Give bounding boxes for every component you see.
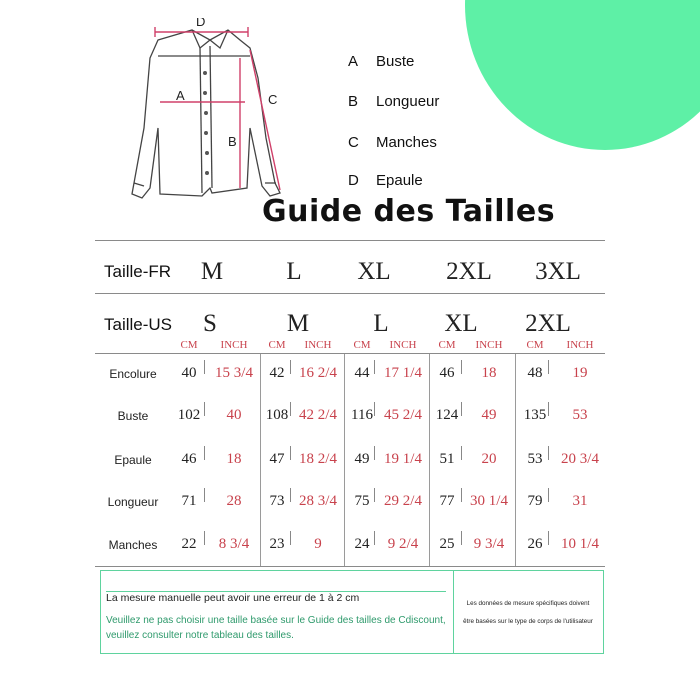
legend-item-a	[348, 53, 414, 70]
cm-value: 51	[439, 451, 455, 467]
inch-value: 9 3/4	[473, 536, 505, 552]
cm-value: 124	[435, 407, 459, 423]
inch-value: 17 1/4	[384, 365, 422, 381]
unit-inch-header: INCH	[304, 339, 332, 351]
cell-tick	[290, 531, 291, 545]
marker-b: B	[228, 134, 237, 149]
inch-value: 18	[226, 451, 242, 467]
note-advice-line2: veuillez consulter notre tableau des tailles.	[106, 630, 294, 641]
size-fr-0: M	[200, 258, 224, 285]
inch-value: 18	[481, 365, 497, 381]
unit-inch-header: INCH	[566, 339, 594, 351]
legend-key: B	[348, 93, 359, 110]
inch-value: 31	[572, 493, 588, 509]
legend-label: Longueur	[376, 93, 440, 110]
inch-value: 9	[314, 536, 322, 552]
divider	[95, 353, 605, 354]
inch-value: 20 3/4	[561, 451, 599, 467]
size-us-1: M	[286, 310, 310, 337]
inch-value: 42 2/4	[299, 407, 337, 423]
cm-value: 40	[181, 365, 197, 381]
cm-value: 22	[181, 536, 197, 552]
marker-c: C	[268, 92, 278, 107]
unit-inch-header: INCH	[220, 339, 248, 351]
note-side-line2: être basées sur le type de corps de l'utilisateur	[463, 618, 593, 625]
cell-tick	[461, 402, 462, 416]
cell-tick	[548, 488, 549, 502]
cm-value: 135	[523, 407, 547, 423]
unit-inch-header: INCH	[389, 339, 417, 351]
cell-tick	[204, 488, 205, 502]
cm-value: 23	[269, 536, 285, 552]
size-us-3: XL	[444, 310, 478, 337]
cm-value: 46	[439, 365, 455, 381]
legend-item-b	[348, 93, 439, 110]
note-error: La mesure manuelle peut avoir une erreur de 1 à 2 cm	[106, 592, 360, 604]
legend-item-d	[348, 172, 423, 189]
cell-tick	[290, 360, 291, 374]
cm-value: 25	[439, 536, 455, 552]
cell-tick	[204, 531, 205, 545]
cm-value: 24	[354, 536, 370, 552]
inch-value: 8 3/4	[218, 536, 250, 552]
inch-value: 28 3/4	[299, 493, 337, 509]
cm-value: 79	[527, 493, 543, 509]
divider	[95, 566, 605, 567]
measurement-label: Manches	[108, 538, 158, 552]
legend-label: Epaule	[376, 172, 423, 189]
cell-tick	[204, 402, 205, 416]
size-row-label-fr: Taille-FR	[104, 262, 172, 281]
cm-value: 49	[354, 451, 370, 467]
inch-value: 20	[481, 451, 497, 467]
inch-value: 45 2/4	[384, 407, 422, 423]
legend-item-c	[348, 134, 437, 151]
cm-value: 26	[527, 536, 543, 552]
size-fr-4: 3XL	[535, 258, 581, 285]
measurement-label: Buste	[117, 409, 149, 423]
cell-tick	[374, 446, 375, 460]
inch-value: 9 2/4	[387, 536, 419, 552]
legend-key: D	[348, 172, 359, 189]
legend-label: Buste	[376, 53, 415, 70]
cm-value: 46	[181, 451, 197, 467]
note-box-main	[100, 570, 454, 654]
cm-value: 42	[269, 365, 285, 381]
inch-value: 10 1/4	[561, 536, 599, 552]
cell-tick	[548, 360, 549, 374]
note-advice-line1: Veuillez ne pas choisir une taille basée sur le Guide des tailles de Cdiscount,	[106, 615, 446, 626]
inch-value: 16 2/4	[299, 365, 337, 381]
unit-cm-header: CM	[526, 339, 544, 351]
legend-key: A	[348, 53, 359, 70]
cm-value: 73	[269, 493, 285, 509]
unit-inch-header: INCH	[475, 339, 503, 351]
divider	[95, 293, 605, 294]
cm-value: 53	[527, 451, 543, 467]
size-us-0: S	[203, 310, 217, 337]
size-fr-2: XL	[357, 258, 391, 285]
cm-value: 108	[265, 407, 289, 423]
cell-tick	[461, 531, 462, 545]
divider	[95, 240, 605, 241]
cm-value: 48	[527, 365, 543, 381]
legend-label: Manches	[376, 134, 437, 151]
inch-value: 19	[572, 365, 588, 381]
size-row-label-us: Taille-US	[104, 315, 173, 334]
inch-value: 49	[481, 407, 497, 423]
inch-value: 15 3/4	[215, 365, 253, 381]
cell-tick	[204, 446, 205, 460]
page-title: Guide des Tailles	[262, 194, 556, 229]
note-side-line1: Les données de mesure spécifiques doivent	[466, 600, 590, 607]
measurement-label: Encolure	[109, 367, 157, 381]
inch-value: 40	[226, 407, 242, 423]
inch-value: 18 2/4	[299, 451, 337, 467]
size-fr-3: 2XL	[446, 258, 492, 285]
measurement-label: Epaule	[114, 453, 152, 467]
cell-tick	[548, 446, 549, 460]
inch-value: 53	[572, 407, 588, 423]
inch-value: 19 1/4	[384, 451, 422, 467]
unit-cm-header: CM	[268, 339, 286, 351]
measurement-label: Longueur	[107, 495, 159, 509]
cell-tick	[374, 402, 375, 416]
size-us-2: L	[373, 310, 389, 337]
cell-tick	[204, 360, 205, 374]
cm-value: 77	[439, 493, 455, 509]
cm-value: 71	[181, 493, 197, 509]
marker-d: D	[196, 18, 206, 29]
cell-tick	[548, 531, 549, 545]
unit-cm-header: CM	[438, 339, 456, 351]
cell-tick	[548, 402, 549, 416]
size-us-4: 2XL	[525, 310, 571, 337]
cell-tick	[290, 446, 291, 460]
cell-tick	[461, 488, 462, 502]
cell-tick	[461, 360, 462, 374]
size-fr-1: L	[286, 258, 302, 285]
cell-tick	[290, 402, 291, 416]
cell-tick	[374, 488, 375, 502]
cm-value: 44	[354, 365, 370, 381]
inch-value: 28	[226, 493, 242, 509]
shirt-diagram	[100, 18, 305, 203]
cell-tick	[461, 446, 462, 460]
cm-value: 75	[354, 493, 370, 509]
decorative-green-circle	[465, 0, 700, 150]
cm-value: 102	[177, 407, 201, 423]
cm-value: 116	[351, 407, 373, 423]
marker-a: A	[176, 88, 185, 103]
inch-value: 30 1/4	[470, 493, 508, 509]
cell-tick	[374, 531, 375, 545]
cell-tick	[290, 488, 291, 502]
legend-key: C	[348, 134, 359, 151]
unit-cm-header: CM	[180, 339, 198, 351]
unit-cm-header: CM	[353, 339, 371, 351]
cm-value: 47	[269, 451, 285, 467]
inch-value: 29 2/4	[384, 493, 422, 509]
cell-tick	[374, 360, 375, 374]
note-box-side	[453, 570, 604, 654]
